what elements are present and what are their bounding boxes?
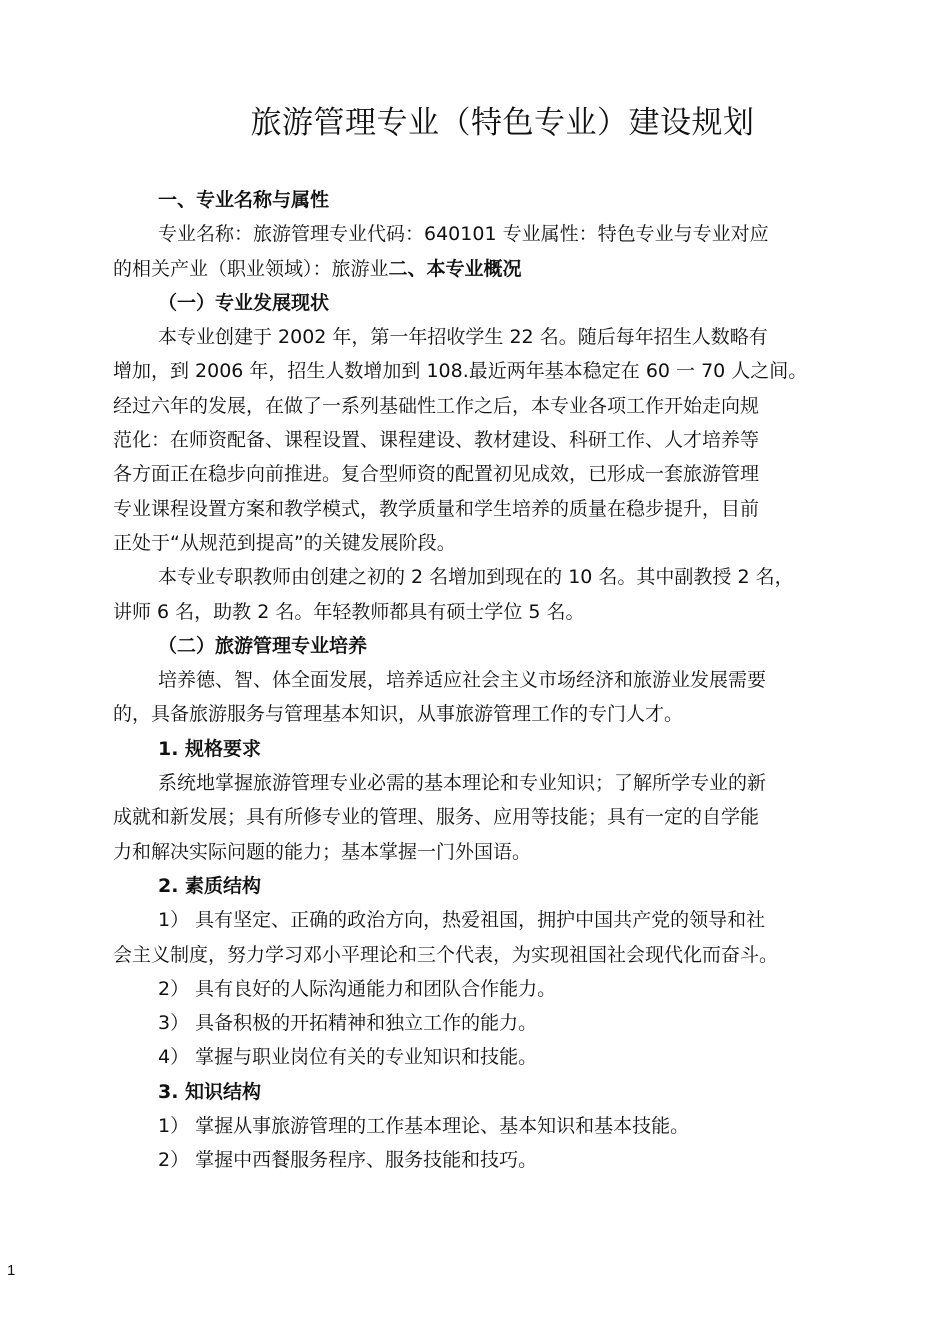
paragraph-line	[113, 252, 865, 286]
numbered-heading: 2. 素质结构	[158, 874, 262, 897]
paragraph-line: 本专业创建于 2002 年，第一年招收学生 22 名。随后每年招生人数略有	[158, 326, 768, 349]
paragraph-line: 专业名称：旅游管理专业代码：640101 专业属性：特色专业与专业对应	[158, 223, 769, 246]
list-item: 2） 掌握中西餐服务程序、服务技能和技巧。	[158, 1149, 538, 1172]
subsection-heading: （二）旅游管理专业培养	[158, 634, 368, 657]
section-heading: 一、专业名称与属性	[158, 189, 330, 211]
numbered-heading: 3. 知识结构	[158, 1080, 262, 1103]
list-item: 1） 掌握从事旅游管理的工作基本理论、基本知识和基本技能。	[158, 1115, 690, 1138]
paragraph-line: 成就和新发展；具有所修专业的管理、服务、应用等技能；具有一定的自学能	[113, 806, 760, 829]
list-item: 2） 具有良好的人际沟通能力和团队合作能力。	[158, 977, 557, 1000]
numbered-heading: 1. 规格要求	[158, 737, 262, 760]
page-number: 1	[7, 1262, 16, 1279]
list-item: 3） 具备积极的开拓精神和独立工作的能力。	[158, 1012, 538, 1035]
document-title: 旅游管理专业（特色专业）建设规划	[250, 105, 755, 141]
paragraph-line: 增加，到 2006 年，招生人数增加到 108.最近两年基本稳定在 60 一 70 人之间。	[113, 360, 808, 383]
paragraph-line: 力和解决实际问题的能力；基本掌握一门外国语。	[113, 840, 532, 863]
paragraph-line: 讲师 6 名，助教 2 名。年轻教师都具有硕士学位 5 名。	[113, 600, 585, 623]
paragraph-line: 的，具备旅游服务与管理基本知识，从事旅游管理工作的专门人才。	[113, 703, 684, 726]
paragraph-line: 专业课程设置方案和教学模式，教学质量和学生培养的质量在稳步提升，目前	[113, 497, 760, 520]
paragraph-line: 正处于“从规范到提高”的关键发展阶段。	[113, 531, 456, 554]
document-body	[113, 183, 865, 1178]
paragraph-line: 系统地掌握旅游管理专业必需的基本理论和专业知识；了解所学专业的新	[158, 772, 767, 795]
list-item: 1） 具有坚定、正确的政治方向，热爱祖国，拥护中国共产党的领导和社	[158, 909, 766, 932]
paragraph-line: 本专业专职教师由创建之初的 2 名增加到现在的 10 名。其中副教授 2 名，	[158, 566, 794, 589]
paragraph-line: 经过六年的发展，在做了一系列基础性工作之后，本专业各项工作开始走向规	[113, 394, 760, 417]
subsection-heading: （一）专业发展现状	[158, 291, 330, 314]
paragraph-line: 培养德、智、体全面发展，培养适应社会主义市场经济和旅游业发展需要	[158, 669, 767, 692]
paragraph-line: 各方面正在稳步向前推进。复合型师资的配置初见成效，已形成一套旅游管理	[113, 463, 760, 486]
paragraph-line: 范化：在师资配备、课程设置、课程建设、教材建设、科研工作、人才培养等	[113, 429, 760, 452]
section-heading: 二、本专业概况	[388, 257, 522, 280]
paragraph-text: 的相关产业（职业领域）：旅游业	[113, 257, 389, 280]
paragraph-line: 会主义制度，努力学习邓小平理论和三个代表，为实现祖国社会现代化而奋斗。	[113, 943, 779, 966]
list-item: 4） 掌握与职业岗位有关的专业知识和技能。	[158, 1046, 538, 1069]
